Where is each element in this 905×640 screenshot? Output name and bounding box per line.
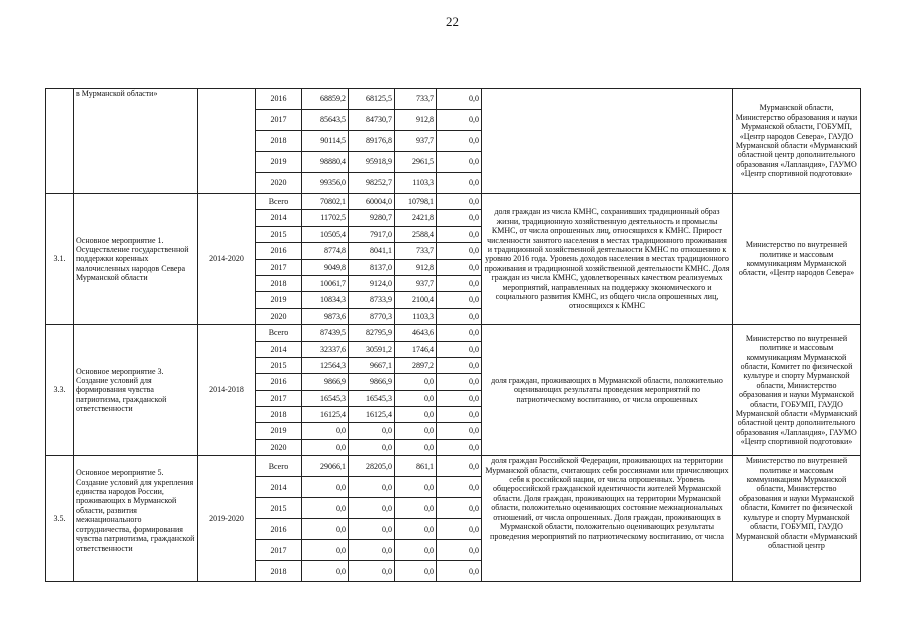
year-cell: 2017 — [256, 540, 302, 561]
amount-cell: 0,0 — [395, 423, 437, 439]
amount-cell: 10061,7 — [302, 275, 349, 291]
period: 2019-2020 — [198, 456, 256, 582]
amount-cell: 0,0 — [437, 308, 482, 324]
year-cell: 2019 — [256, 292, 302, 308]
period — [198, 89, 256, 194]
year-cell: 2015 — [256, 498, 302, 519]
activity-name: в Мурманской области» — [74, 89, 198, 194]
amount-cell: 8733,9 — [349, 292, 395, 308]
amount-cell: 9866,9 — [349, 374, 395, 390]
table-row — [46, 325, 861, 341]
amount-cell: 0,0 — [437, 89, 482, 110]
item-number: 3.3. — [46, 325, 74, 456]
amount-cell: 0,0 — [302, 540, 349, 561]
item-number: 3.5. — [46, 456, 74, 582]
year-cell: 2019 — [256, 152, 302, 173]
amount-cell: 68125,5 — [349, 89, 395, 110]
amount-cell: 1746,4 — [395, 341, 437, 357]
amount-cell: 95918,9 — [349, 152, 395, 173]
amount-cell: 11702,5 — [302, 210, 349, 226]
amount-cell: 98880,4 — [302, 152, 349, 173]
amount-cell: 82795,9 — [349, 325, 395, 341]
amount-cell: 0,0 — [437, 325, 482, 341]
amount-cell: 4643,6 — [395, 325, 437, 341]
amount-cell: 16545,3 — [302, 390, 349, 406]
amount-cell: 16125,4 — [302, 407, 349, 423]
year-cell: 2014 — [256, 210, 302, 226]
amount-cell: 90114,5 — [302, 131, 349, 152]
amount-cell: 0,0 — [437, 374, 482, 390]
period: 2014-2018 — [198, 325, 256, 456]
year-cell: 2016 — [256, 374, 302, 390]
amount-cell: 0,0 — [437, 243, 482, 259]
amount-cell: 8770,3 — [349, 308, 395, 324]
activity-name: Основное мероприятие 3. Создание условий для формирования чувства патриотизма, гражданской ответственности — [74, 325, 198, 456]
indicator-text: доля граждан, проживающих в Мурманской области, положительно оценивающих результаты проведения мероприятий по патриотическому воспитанию, от числа опрошенных — [482, 325, 733, 456]
amount-cell: 861,1 — [395, 456, 437, 477]
amount-cell: 9280,7 — [349, 210, 395, 226]
amount-cell: 0,0 — [437, 275, 482, 291]
amount-cell: 70802,1 — [302, 194, 349, 210]
year-cell: 2018 — [256, 131, 302, 152]
amount-cell: 0,0 — [437, 152, 482, 173]
amount-cell: 9873,6 — [302, 308, 349, 324]
amount-cell: 2100,4 — [395, 292, 437, 308]
year-cell: 2015 — [256, 226, 302, 242]
activity-name: Основное мероприятие 1. Осуществление государственной поддержки коренных малочисленных народов Севера Мурманской области — [74, 194, 198, 325]
amount-cell: 9049,8 — [302, 259, 349, 275]
item-number: 3.1. — [46, 194, 74, 325]
amount-cell: 0,0 — [349, 498, 395, 519]
responsible-executors: Мурманской области, Министерство образования и науки Мурманской области, ГОБУМП, «Центр народов Севера», ГАУДО Мурманской области «Мурманский областной центр дополнительного образования «Лапландия», ГАУМО «Центр спортивной подготовки» — [733, 89, 861, 194]
amount-cell: 7917,0 — [349, 226, 395, 242]
activity-name: Основное мероприятие 5. Создание условий для укрепления единства народов России, проживающих в Мурманской области, развития межнационального сотрудничества, формирования чувства патриотизма, гражданской ответственности — [74, 456, 198, 582]
amount-cell: 8041,1 — [349, 243, 395, 259]
year-cell: 2016 — [256, 243, 302, 259]
amount-cell: 0,0 — [302, 439, 349, 455]
amount-cell: 0,0 — [395, 374, 437, 390]
table-row — [46, 194, 861, 210]
amount-cell: 0,0 — [437, 456, 482, 477]
amount-cell: 0,0 — [395, 390, 437, 406]
amount-cell: 0,0 — [349, 519, 395, 540]
amount-cell: 10798,1 — [395, 194, 437, 210]
amount-cell: 0,0 — [302, 498, 349, 519]
period: 2014-2020 — [198, 194, 256, 325]
amount-cell: 0,0 — [437, 477, 482, 498]
amount-cell: 0,0 — [437, 194, 482, 210]
year-cell: 2020 — [256, 439, 302, 455]
year-cell: 2016 — [256, 89, 302, 110]
amount-cell: 30591,2 — [349, 341, 395, 357]
amount-cell: 0,0 — [437, 226, 482, 242]
amount-cell: 0,0 — [437, 292, 482, 308]
amount-cell: 85643,5 — [302, 110, 349, 131]
amount-cell: 937,7 — [395, 275, 437, 291]
amount-cell: 0,0 — [349, 561, 395, 582]
indicator-text: доля граждан из числа КМНС, сохранивших традиционный образ жизни, традиционную хозяйственную деятельность и промыслы КМНС, от числа опрошенных лиц, относящихся к КМНС. Прирост численности занятого населения в местах традиционного проживания и традиционной хозяйственной деятельности КМНС по отношению к уровню 2016 года. Уровень доходов населения в местах традиционного проживания и традиционной хозяйственной деятельности КМНС. Доля граждан из числа КМНС, удовлетворенных качеством реализуемых мероприятий, направленных на поддержку экономического и социального развития КМНС, из общего числа опрошенных лиц, относящихся к КМНС — [482, 194, 733, 325]
indicator-text: доля граждан Российской Федерации, проживающих на территории Мурманской области, считающих себя россиянами или причисляющих себя к российской нации, от числа опрошенных. Уровень общероссийской гражданской идентичности жителей Мурманской области. Доля граждан, проживающих на территории Мурманской области, положительно оценивающих состояние межнациональных отношений, от числа опрошенных. Доля граждан, проживающих в Мурманской области, положительно оценивающих результаты проведения мероприятий по патриотическому воспитанию, от числа — [482, 456, 733, 582]
amount-cell: 0,0 — [395, 561, 437, 582]
year-cell: 2018 — [256, 275, 302, 291]
amount-cell: 733,7 — [395, 89, 437, 110]
amount-cell: 0,0 — [437, 390, 482, 406]
amount-cell: 10505,4 — [302, 226, 349, 242]
amount-cell: 0,0 — [437, 519, 482, 540]
item-number — [46, 89, 74, 194]
amount-cell: 10834,3 — [302, 292, 349, 308]
amount-cell: 84730,7 — [349, 110, 395, 131]
amount-cell: 0,0 — [437, 423, 482, 439]
year-cell: 2017 — [256, 110, 302, 131]
amount-cell: 89176,8 — [349, 131, 395, 152]
amount-cell: 937,7 — [395, 131, 437, 152]
amount-cell: 0,0 — [302, 477, 349, 498]
table-row — [46, 456, 861, 477]
amount-cell: 98252,7 — [349, 173, 395, 194]
amount-cell: 0,0 — [437, 173, 482, 194]
amount-cell: 0,0 — [395, 477, 437, 498]
year-cell: 2020 — [256, 173, 302, 194]
amount-cell: 99356,0 — [302, 173, 349, 194]
amount-cell: 0,0 — [437, 439, 482, 455]
amount-cell: 0,0 — [395, 540, 437, 561]
amount-cell: 16125,4 — [349, 407, 395, 423]
amount-cell: 1103,3 — [395, 173, 437, 194]
amount-cell: 0,0 — [437, 498, 482, 519]
amount-cell: 0,0 — [437, 131, 482, 152]
amount-cell: 16545,3 — [349, 390, 395, 406]
amount-cell: 0,0 — [395, 439, 437, 455]
amount-cell: 0,0 — [395, 519, 437, 540]
year-cell: Всего — [256, 325, 302, 341]
amount-cell: 0,0 — [302, 519, 349, 540]
year-cell: 2016 — [256, 519, 302, 540]
amount-cell: 0,0 — [437, 259, 482, 275]
year-cell: 2020 — [256, 308, 302, 324]
responsible-executors: Министерство по внутренней политике и массовым коммуникациям Мурманской области, Министерство образования и науки Мурманской области, Комитет по физической культуре и спорту Мурманской области, ГОБУМП, ГАУДО Мурманской области «Мурманский областной центр — [733, 456, 861, 582]
program-table — [45, 88, 861, 582]
amount-cell: 32337,6 — [302, 341, 349, 357]
amount-cell: 12564,3 — [302, 357, 349, 373]
year-cell: 2014 — [256, 477, 302, 498]
amount-cell: 9667,1 — [349, 357, 395, 373]
amount-cell: 0,0 — [437, 407, 482, 423]
amount-cell: 0,0 — [437, 561, 482, 582]
amount-cell: 1103,3 — [395, 308, 437, 324]
amount-cell: 28205,0 — [349, 456, 395, 477]
amount-cell: 0,0 — [349, 540, 395, 561]
amount-cell: 0,0 — [437, 357, 482, 373]
amount-cell: 68859,2 — [302, 89, 349, 110]
amount-cell: 0,0 — [349, 423, 395, 439]
year-cell: 2014 — [256, 341, 302, 357]
amount-cell: 0,0 — [349, 477, 395, 498]
amount-cell: 0,0 — [437, 110, 482, 131]
responsible-executors: Министерство по внутренней политике и массовым коммуникациям Мурманской области, «Центр народов Севера» — [733, 194, 861, 325]
year-cell: Всего — [256, 456, 302, 477]
table-row — [46, 89, 861, 110]
amount-cell: 0,0 — [437, 540, 482, 561]
page-number: 22 — [446, 14, 459, 29]
indicator-text — [482, 89, 733, 194]
amount-cell: 0,0 — [437, 341, 482, 357]
amount-cell: 2897,2 — [395, 357, 437, 373]
responsible-executors: Министерство по внутренней политике и массовым коммуникациям Мурманской области, Комитет по физической культуре и спорту Мурманской области, Министерство образования и науки Мурманской области, ГОБУМП, ГАУДО Мурманской области «Мурманский областной центр дополнительного образования «Лапландия», ГАУМО «Центр спортивной подготовки» — [733, 325, 861, 456]
amount-cell: 2961,5 — [395, 152, 437, 173]
amount-cell: 8137,0 — [349, 259, 395, 275]
amount-cell: 0,0 — [395, 407, 437, 423]
amount-cell: 0,0 — [349, 439, 395, 455]
amount-cell: 60004,0 — [349, 194, 395, 210]
amount-cell: 9124,0 — [349, 275, 395, 291]
amount-cell: 2588,4 — [395, 226, 437, 242]
year-cell: 2015 — [256, 357, 302, 373]
amount-cell: 0,0 — [302, 561, 349, 582]
year-cell: 2019 — [256, 423, 302, 439]
year-cell: 2017 — [256, 390, 302, 406]
year-cell: Всего — [256, 194, 302, 210]
amount-cell: 0,0 — [437, 210, 482, 226]
amount-cell: 87439,5 — [302, 325, 349, 341]
amount-cell: 733,7 — [395, 243, 437, 259]
amount-cell: 0,0 — [302, 423, 349, 439]
year-cell: 2017 — [256, 259, 302, 275]
amount-cell: 29066,1 — [302, 456, 349, 477]
amount-cell: 9866,9 — [302, 374, 349, 390]
amount-cell: 912,8 — [395, 110, 437, 131]
amount-cell: 2421,8 — [395, 210, 437, 226]
year-cell: 2018 — [256, 407, 302, 423]
amount-cell: 912,8 — [395, 259, 437, 275]
year-cell: 2018 — [256, 561, 302, 582]
amount-cell: 8774,8 — [302, 243, 349, 259]
amount-cell: 0,0 — [395, 498, 437, 519]
